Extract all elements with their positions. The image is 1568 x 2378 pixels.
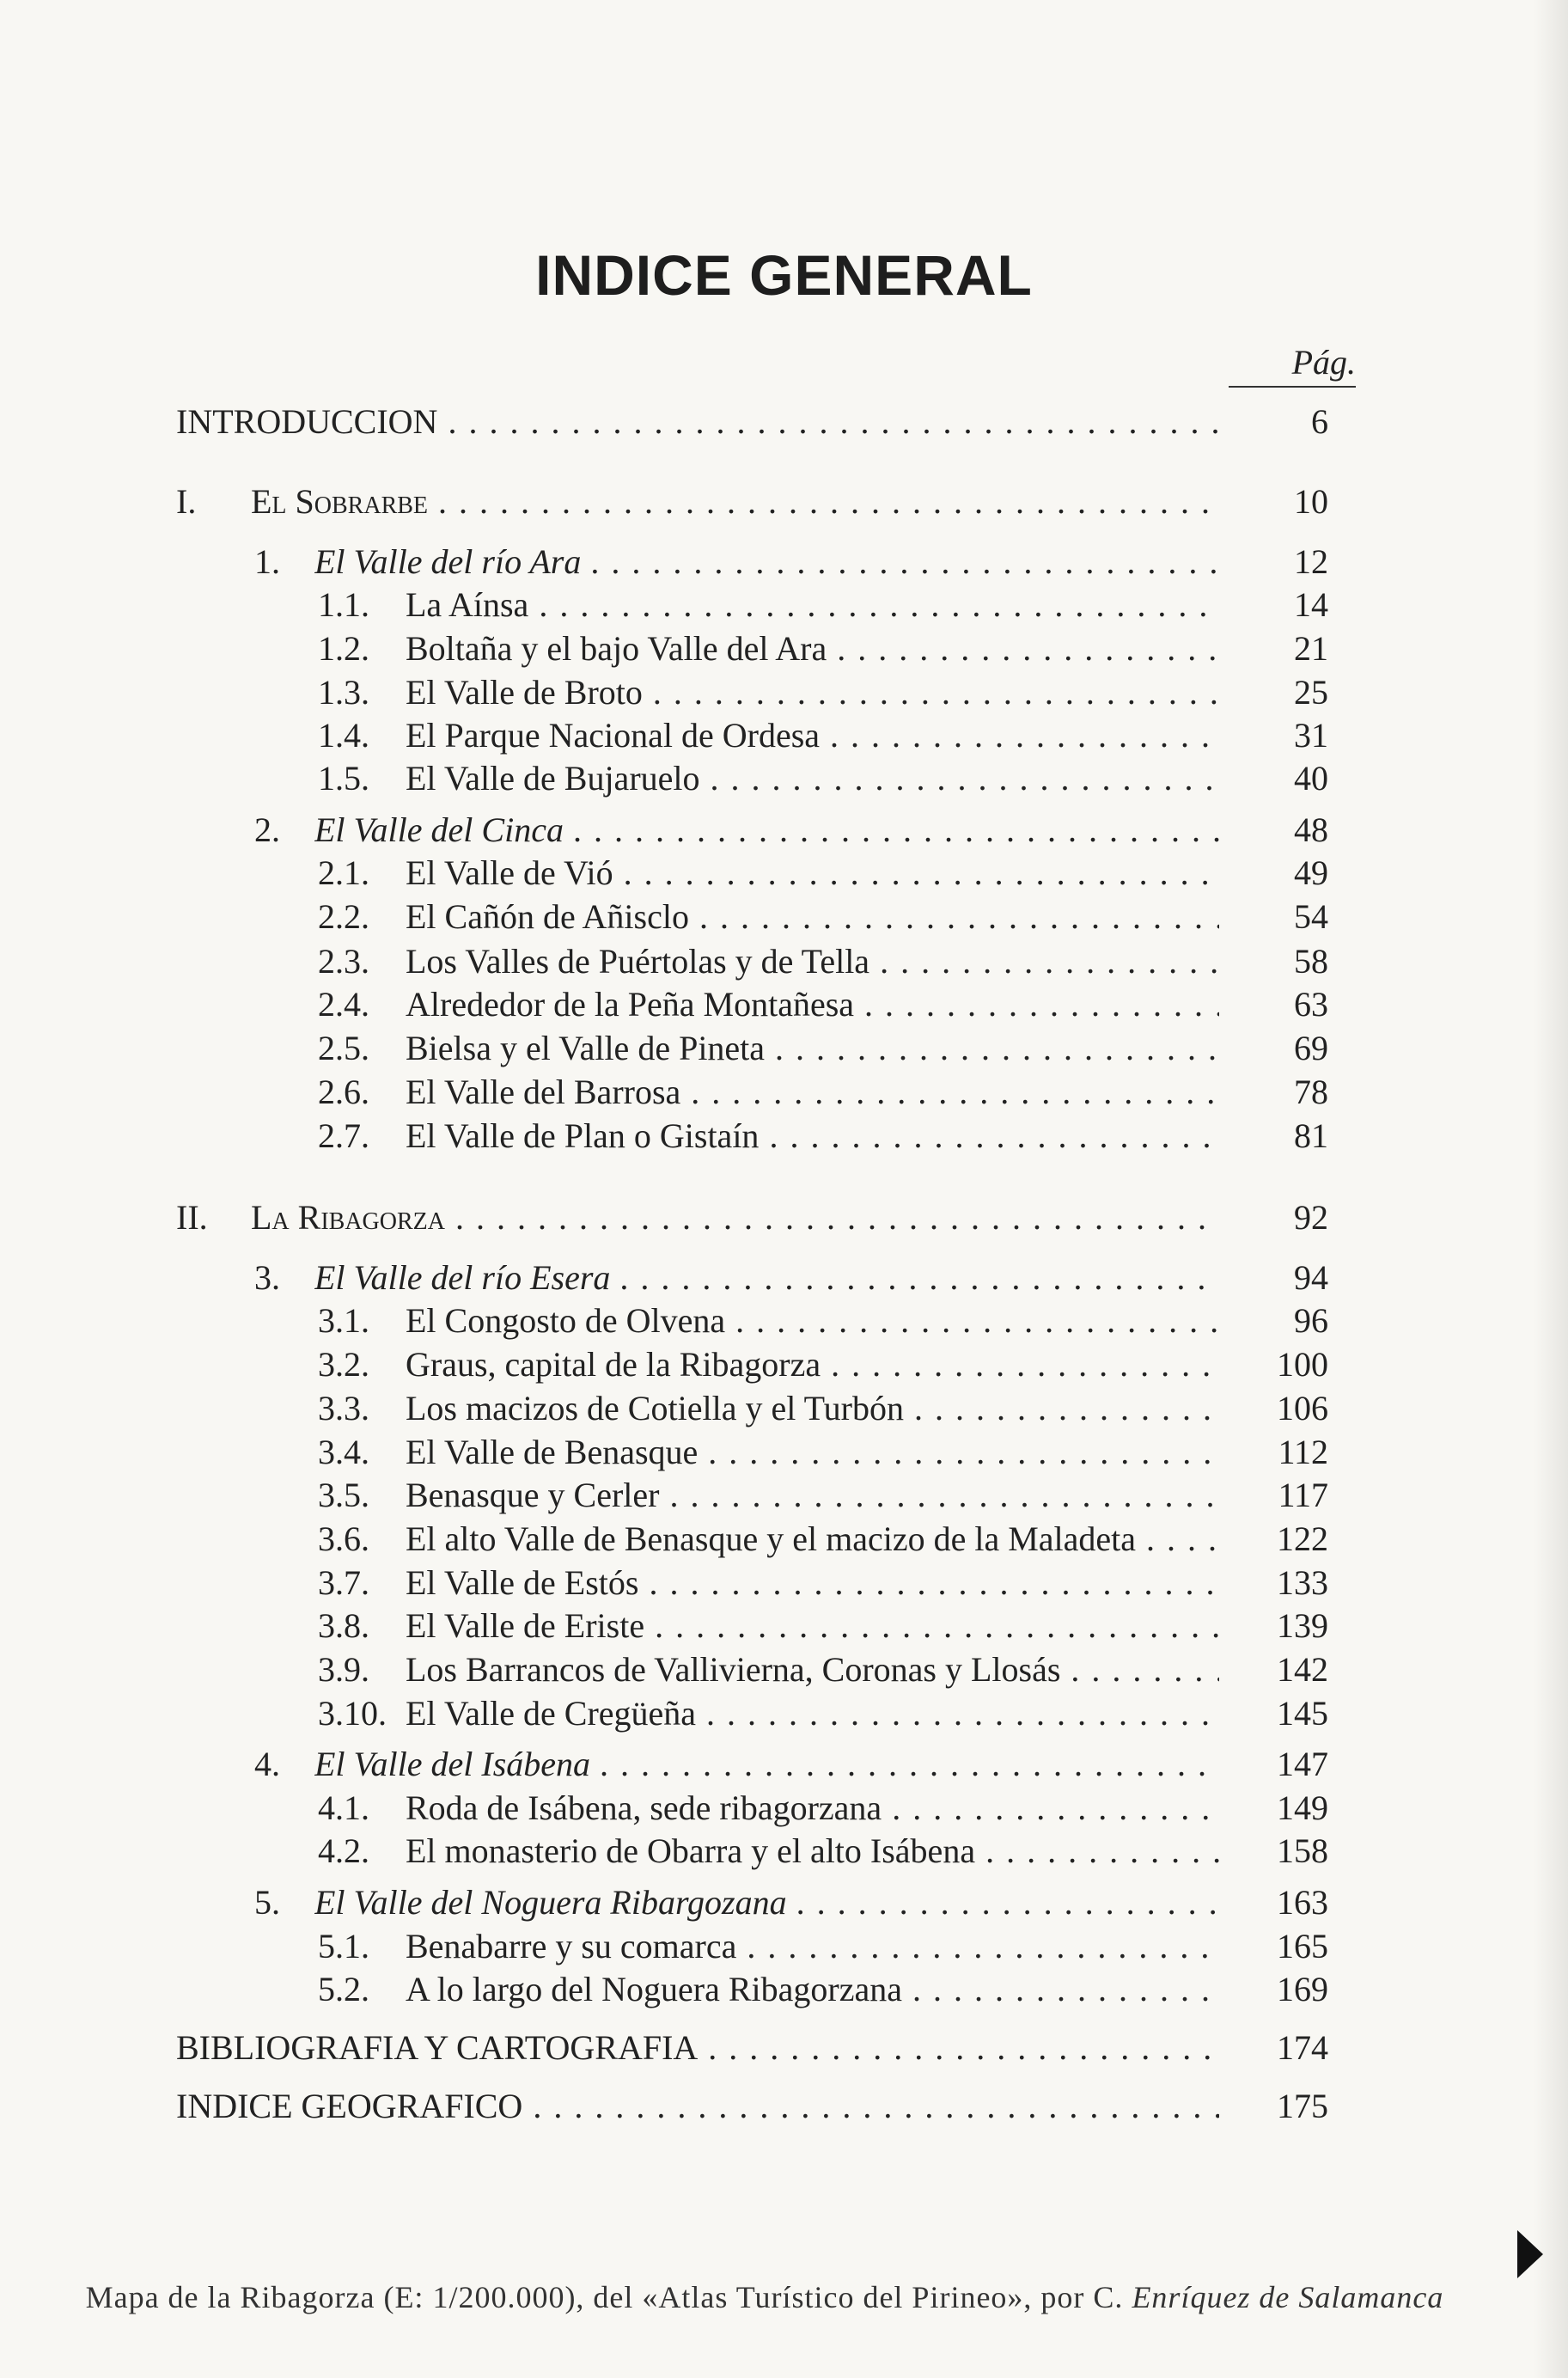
toc-entry[interactable] [0, 1299, 1568, 1343]
toc-entry-number: 3.7. [318, 1563, 369, 1602]
toc-entry-title: A lo largo del Noguera Ribagorzana . . . [406, 1967, 1219, 2012]
toc-entry-title: INTRODUCCION . . . [176, 400, 1219, 444]
toc-entry-title: El Valle de Vió . . . [406, 851, 1219, 896]
toc-entry-title: El Parque Nacional de Ordesa . . . [406, 713, 1219, 758]
toc-entry[interactable] [0, 982, 1568, 1027]
caption-author-name: Enríquez de Salamanca [1132, 2280, 1444, 2314]
toc-entry-title: Alrededor de la Peña Montañesa . . . [406, 982, 1219, 1027]
toc-entry-title: Bielsa y el Valle de Pineta . . . [406, 1026, 1219, 1071]
toc-entry-title: El Cañón de Añisclo . . . [406, 895, 1219, 939]
toc-entry-number: 1.5. [318, 759, 369, 798]
toc-entry[interactable] [0, 756, 1568, 801]
toc-entry[interactable] [0, 1114, 1568, 1158]
toc-entry[interactable] [0, 2026, 1568, 2070]
toc-entry-number: 2.1. [318, 853, 369, 892]
toc-entry[interactable] [0, 1430, 1568, 1475]
toc-entry[interactable] [0, 1647, 1568, 1692]
toc-entry-page: 158 [1277, 1831, 1328, 1870]
toc-entry-number: 2. [254, 810, 280, 849]
toc-entry[interactable] [0, 1742, 1568, 1787]
toc-entry[interactable] [0, 583, 1568, 627]
toc-entry-title: El Valle del río Ara . . . [314, 540, 1219, 584]
toc-entry-title: BIBLIOGRAFIA Y CARTOGRAFIA . . . [176, 2026, 1219, 2070]
toc-entry-page: 100 [1277, 1345, 1328, 1384]
toc-entry-title: El Valle del río Esera . . . [314, 1256, 1219, 1300]
toc-entry-title: Benabarre y su comarca . . . [406, 1924, 1219, 1969]
toc-entry-number: 3.1. [318, 1301, 369, 1340]
toc-entry-number: 2.2. [318, 897, 369, 936]
toc-entry[interactable] [0, 808, 1568, 853]
toc-entry-page: 58 [1294, 942, 1328, 981]
toc-entry-page: 94 [1294, 1258, 1328, 1297]
toc-entry-title: Graus, capital de la Ribagorza . . . [406, 1342, 1219, 1387]
page-edge-shadow [1534, 0, 1568, 2378]
toc-entry-page: 6 [1311, 402, 1328, 441]
toc-entry[interactable] [0, 400, 1568, 444]
toc-entry-number: 1.1. [318, 585, 369, 624]
toc-entry[interactable] [0, 2084, 1568, 2129]
toc-entry-title: El Valle del Isábena . . . [314, 1742, 1219, 1787]
toc-entry-title: El Valle de Estós . . . [406, 1561, 1219, 1605]
toc-entry-title: El Valle de Cregüeña . . . [406, 1691, 1219, 1736]
toc-entry-page: 14 [1294, 585, 1328, 624]
toc-entry-page: 165 [1277, 1927, 1328, 1965]
toc-entry[interactable] [0, 1256, 1568, 1300]
toc-entry-title: La Ribagorza . . . [251, 1195, 1219, 1240]
toc-entry-number: 3.9. [318, 1650, 369, 1689]
toc-entry-title: El Valle del Noguera Ribargozana . . . [314, 1880, 1219, 1925]
toc-entry-number: 3.2. [318, 1345, 369, 1384]
toc-entry-number: 4.2. [318, 1831, 369, 1870]
toc-entry-page: 142 [1277, 1650, 1328, 1689]
toc-entry-page: 21 [1294, 629, 1328, 668]
toc-entry-page: 78 [1294, 1073, 1328, 1111]
toc-entry[interactable] [0, 851, 1568, 896]
toc-entry-title: El Congosto de Olvena . . . [406, 1299, 1219, 1343]
toc-entry-page: 163 [1277, 1883, 1328, 1922]
toc-entry[interactable] [0, 1195, 1568, 1240]
toc-entry-title: El alto Valle de Benasque y el macizo de la Maladeta . . . [406, 1517, 1219, 1562]
toc-entry-page: 122 [1277, 1519, 1328, 1558]
toc-entry-title: Roda de Isábena, sede ribagorzana . . . [406, 1786, 1219, 1831]
toc-entry[interactable] [0, 1829, 1568, 1874]
toc-entry[interactable] [0, 1924, 1568, 1969]
toc-entry-title: El monasterio de Obarra y el alto Isábena . . . [406, 1829, 1219, 1874]
toc-entry-number: 2.6. [318, 1073, 369, 1111]
toc-entry-title: INDICE GEOGRAFICO . . . [176, 2084, 1219, 2129]
toc-entry-page: 96 [1294, 1301, 1328, 1340]
toc-entry-page: 10 [1294, 482, 1328, 521]
toc-entry-number: 3.6. [318, 1519, 369, 1558]
toc-entry-page: 49 [1294, 853, 1328, 892]
toc-entry-title: El Valle de Benasque . . . [406, 1430, 1219, 1475]
toc-entry-page: 31 [1294, 716, 1328, 755]
toc-entry-number: 5.2. [318, 1970, 369, 2008]
toc-entry-number: 3.8. [318, 1606, 369, 1645]
next-page-arrow-icon[interactable] [1517, 2230, 1543, 2278]
toc-entry-number: 1.3. [318, 673, 369, 712]
toc-entry-number: 2.5. [318, 1029, 369, 1067]
toc-entry-number: I. [176, 482, 197, 521]
toc-entry[interactable] [0, 1786, 1568, 1831]
toc-entry-number: 2.3. [318, 942, 369, 981]
toc-entry-page: 175 [1277, 2087, 1328, 2125]
toc-entry-page: 63 [1294, 985, 1328, 1024]
toc-entry[interactable] [0, 1604, 1568, 1648]
toc-entry-title: La Aínsa . . . [406, 583, 1219, 627]
toc-entry-page: 117 [1278, 1476, 1328, 1514]
toc-entry-number: 1.4. [318, 716, 369, 755]
toc-entry-number: 2.4. [318, 985, 369, 1024]
toc-entry-number: 3. [254, 1258, 280, 1297]
toc-entry[interactable] [0, 895, 1568, 939]
toc-entry-title: El Sobrarbe . . . [251, 480, 1219, 524]
toc-entry-page: 112 [1278, 1433, 1328, 1471]
toc-entry[interactable] [0, 1967, 1568, 2012]
caption-text: Mapa de la Ribagorza (E: 1/200.000), del «Atlas Turístico del Pirineo», por [85, 2280, 1094, 2314]
toc-entry[interactable] [0, 1026, 1568, 1071]
toc-entry[interactable] [0, 1691, 1568, 1736]
toc-entry-page: 149 [1277, 1788, 1328, 1827]
toc-entry[interactable] [0, 1473, 1568, 1518]
toc-entry-page: 147 [1277, 1745, 1328, 1783]
toc-entry-page: 139 [1277, 1606, 1328, 1645]
toc-entry[interactable] [0, 480, 1568, 524]
toc-entry-number: 3.10. [318, 1694, 387, 1733]
page-column-header: Pág. [1229, 342, 1356, 388]
toc-entry-title: Boltaña y el bajo Valle del Ara . . . [406, 627, 1219, 671]
caption-author-initial: C. [1093, 2280, 1124, 2314]
toc-entry-title: El Valle del Barrosa . . . [406, 1070, 1219, 1115]
toc-entry-title: El Valle de Eriste . . . [406, 1604, 1219, 1648]
toc-entry[interactable] [0, 627, 1568, 671]
toc-entry-title: Los macizos de Cotiella y el Turbón . . . [406, 1386, 1219, 1431]
toc-entry-page: 25 [1294, 673, 1328, 712]
toc-entry[interactable] [0, 1070, 1568, 1115]
toc-entry-title: El Valle del Cinca . . . [314, 808, 1219, 853]
page-title: INDICE GENERAL [535, 243, 1033, 307]
toc-entry-number: 3.5. [318, 1476, 369, 1514]
toc-entry-number: 5. [254, 1883, 280, 1922]
toc-entry-page: 133 [1277, 1563, 1328, 1602]
toc-entry-number: 1.2. [318, 629, 369, 668]
toc-entry-number: 4.1. [318, 1788, 369, 1827]
toc-entry-number: 4. [254, 1745, 280, 1783]
toc-entry-page: 40 [1294, 759, 1328, 798]
toc-entry-title: El Valle de Plan o Gistaín . . . [406, 1114, 1219, 1158]
toc-entry-page: 12 [1294, 542, 1328, 581]
toc-entry[interactable] [0, 1517, 1568, 1562]
toc-entry-title: Benasque y Cerler . . . [406, 1473, 1219, 1518]
toc-entry-title: El Valle de Broto . . . [406, 670, 1219, 715]
toc-entry-title: El Valle de Bujaruelo . . . [406, 756, 1219, 801]
toc-entry-title: Los Valles de Puértolas y de Tella . . . [406, 939, 1219, 984]
toc-entry-number: 3.4. [318, 1433, 369, 1471]
toc-entry-page: 69 [1294, 1029, 1328, 1067]
toc-entry-number: 3.3. [318, 1389, 369, 1427]
toc-entry-page: 92 [1294, 1198, 1328, 1237]
toc-entry-number: II. [176, 1198, 208, 1237]
toc-entry-number: 2.7. [318, 1116, 369, 1155]
toc-entry-number: 5.1. [318, 1927, 369, 1965]
toc-entry[interactable] [0, 1561, 1568, 1605]
toc-entry-page: 174 [1277, 2028, 1328, 2067]
toc-entry[interactable] [0, 670, 1568, 715]
toc-entry-page: 48 [1294, 810, 1328, 849]
toc-entry[interactable] [0, 1342, 1568, 1387]
toc-entry[interactable] [0, 939, 1568, 984]
toc-entry[interactable] [0, 713, 1568, 758]
toc-entry-page: 54 [1294, 897, 1328, 936]
toc-entry[interactable] [0, 1386, 1568, 1431]
toc-entry[interactable] [0, 1880, 1568, 1925]
toc-entry-page: 145 [1277, 1694, 1328, 1733]
toc-entry[interactable] [0, 540, 1568, 584]
toc-entry-page: 106 [1277, 1389, 1328, 1427]
toc-entry-page: 169 [1277, 1970, 1328, 2008]
toc-entry-page: 81 [1294, 1116, 1328, 1155]
toc-entry-number: 1. [254, 542, 280, 581]
toc-entry-title: Los Barrancos de Vallivierna, Coronas y Llosás . . . [406, 1647, 1219, 1692]
map-caption [0, 2279, 1529, 2315]
